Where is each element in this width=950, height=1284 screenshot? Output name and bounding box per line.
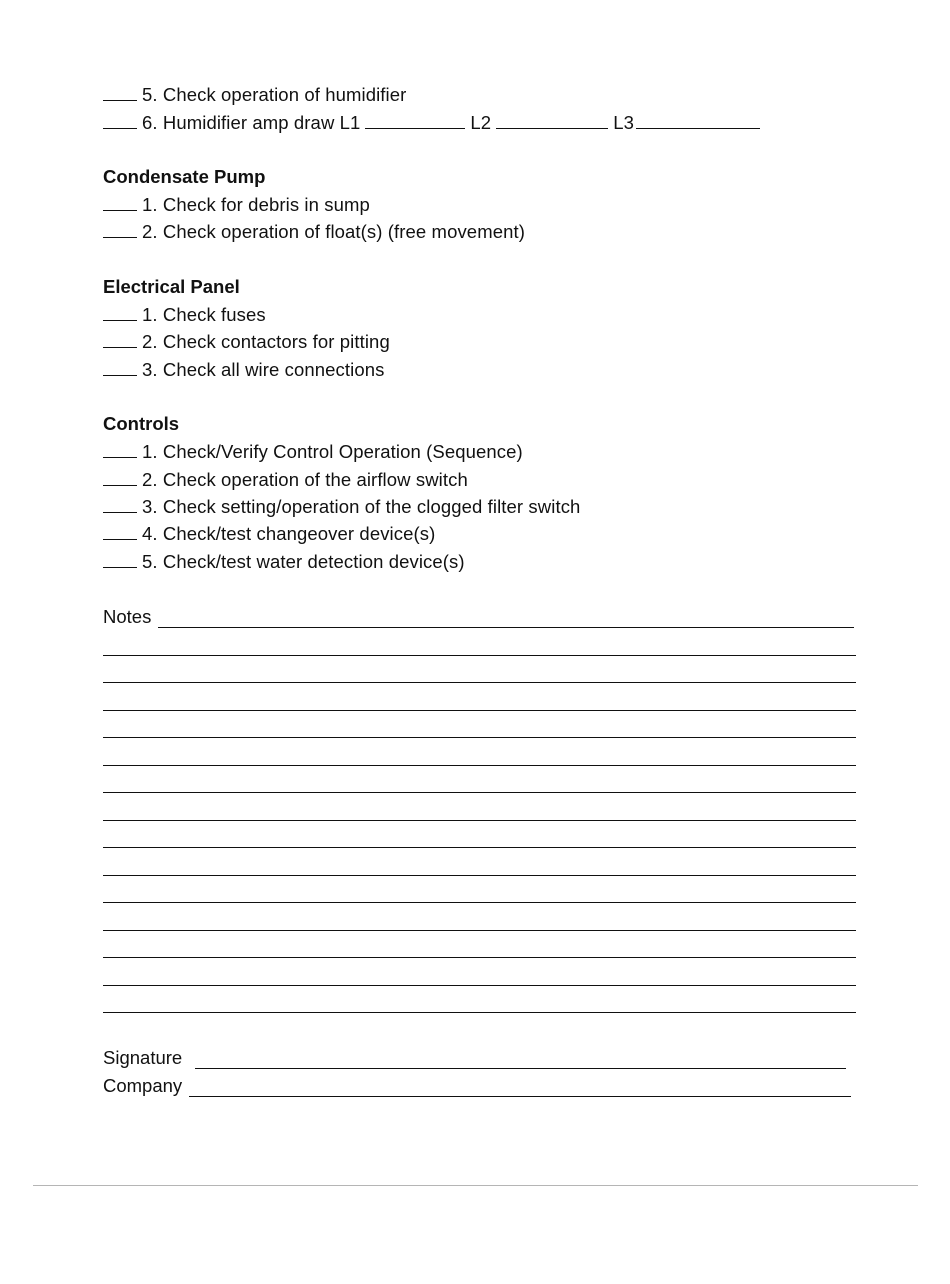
condensate-pump-item: 1. Check for debris in sump xyxy=(103,193,370,217)
company-label: Company xyxy=(103,1075,183,1096)
l3-amp-field[interactable] xyxy=(636,111,760,129)
check-blank[interactable] xyxy=(103,550,137,568)
check-blank[interactable] xyxy=(103,495,137,513)
check-blank[interactable] xyxy=(103,468,137,486)
humidifier-item-6: 6. Humidifier amp draw L1 L2 L3 xyxy=(103,111,760,135)
notes-line[interactable] xyxy=(103,710,856,711)
l1-amp-field[interactable] xyxy=(365,111,465,129)
signature-label: Signature xyxy=(103,1047,183,1068)
electrical-panel-item: 3. Check all wire connections xyxy=(103,358,385,382)
check-blank[interactable] xyxy=(103,522,137,540)
notes-line[interactable] xyxy=(103,792,856,793)
notes-line[interactable] xyxy=(103,902,856,903)
notes-line[interactable] xyxy=(103,682,856,683)
electrical-panel-item: 2. Check contactors for pitting xyxy=(103,330,390,354)
controls-item: 3. Check setting/operation of the clogged filter switch xyxy=(103,495,580,519)
check-blank[interactable] xyxy=(103,193,137,211)
notes-line[interactable] xyxy=(103,930,856,931)
notes-line[interactable] xyxy=(103,957,856,958)
notes-first-line[interactable] xyxy=(158,627,854,628)
signature-field[interactable] xyxy=(195,1068,846,1069)
notes-line[interactable] xyxy=(103,765,856,766)
controls-item: 2. Check operation of the airflow switch xyxy=(103,468,468,492)
notes-line[interactable] xyxy=(103,820,856,821)
l2-amp-field[interactable] xyxy=(496,111,608,129)
controls-heading: Controls xyxy=(103,413,180,434)
electrical-panel-item: 1. Check fuses xyxy=(103,303,266,327)
controls-item: 1. Check/Verify Control Operation (Sequence) xyxy=(103,440,523,464)
check-blank[interactable] xyxy=(103,330,137,348)
notes-line[interactable] xyxy=(103,875,856,876)
notes-line[interactable] xyxy=(103,985,856,986)
check-blank[interactable] xyxy=(103,440,137,458)
notes-line[interactable] xyxy=(103,655,856,656)
condensate-pump-heading: Condensate Pump xyxy=(103,166,266,187)
electrical-panel-heading: Electrical Panel xyxy=(103,276,240,297)
controls-item: 5. Check/test water detection device(s) xyxy=(103,550,465,574)
notes-label: Notes xyxy=(103,606,152,627)
condensate-pump-item: 2. Check operation of float(s) (free movement) xyxy=(103,220,525,244)
check-blank[interactable] xyxy=(103,83,137,101)
check-blank[interactable] xyxy=(103,111,137,129)
humidifier-item-5: 5. Check operation of humidifier xyxy=(103,83,406,107)
check-blank[interactable] xyxy=(103,358,137,376)
notes-line[interactable] xyxy=(103,737,856,738)
footer-divider xyxy=(33,1185,918,1186)
company-field[interactable] xyxy=(189,1096,851,1097)
check-blank[interactable] xyxy=(103,303,137,321)
notes-line[interactable] xyxy=(103,847,856,848)
check-blank[interactable] xyxy=(103,220,137,238)
controls-item: 4. Check/test changeover device(s) xyxy=(103,522,435,546)
notes-line[interactable] xyxy=(103,1012,856,1013)
